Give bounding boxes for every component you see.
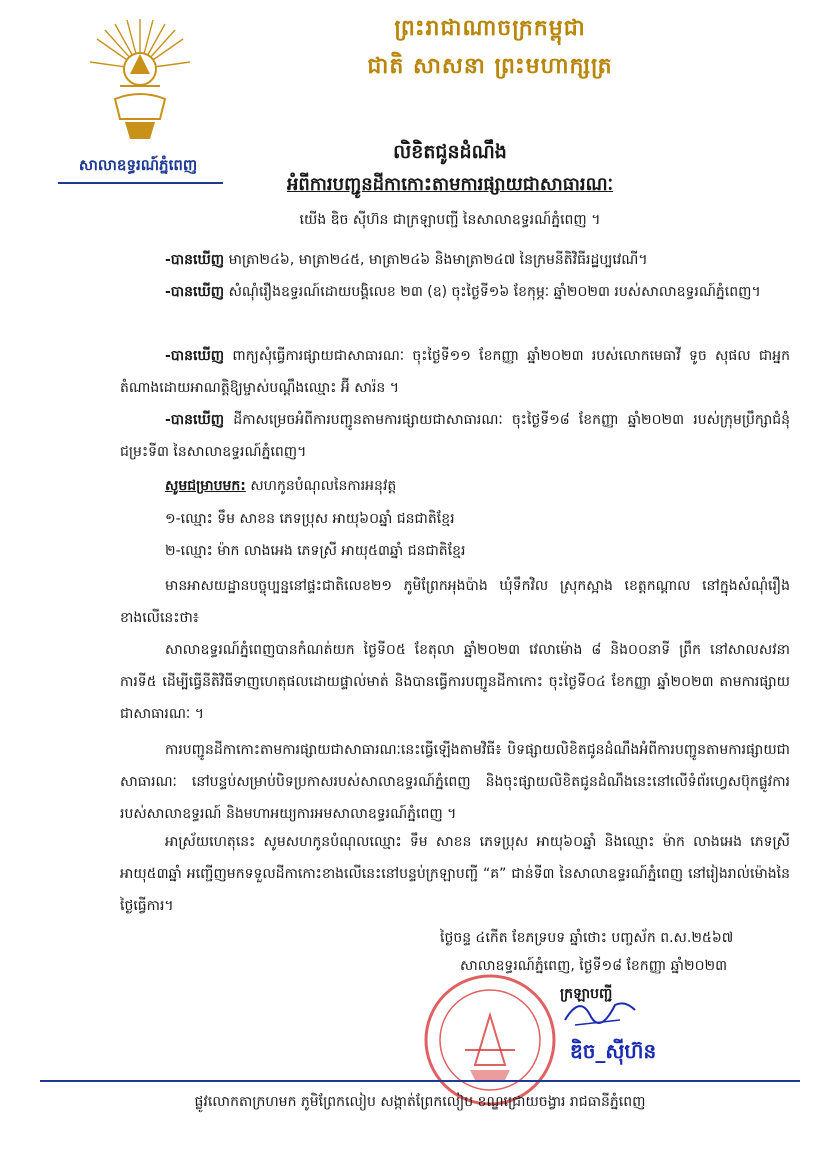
seen-text: មាត្រា២៤៦, មាត្រា២៤៥, មាត្រា២៤៦ និងមាត្រា២៤៧ នៃក្រមនីតិវិធីរដ្ឋប្បវេណី។: [224, 252, 648, 268]
notice-line: [120, 470, 790, 502]
motto-header: ជាតិ សាសនា ព្រះមហាក្សត្រ: [367, 54, 613, 79]
signature-icon: [560, 990, 640, 1030]
seen-item-2: [120, 276, 790, 308]
kingdom-header: ព្រះរាជាណាចក្រកម្ពុជា: [394, 16, 586, 41]
official-seal-icon: [420, 970, 560, 1110]
seen-item-1: [120, 244, 790, 276]
party-2: ២-ឈ្មោះ ម៉ាក លាងអេង ភេទស្រី អាយុ៥៣ឆ្នាំ ជនជាតិខ្មែរ: [165, 543, 466, 559]
document-title: លិខិតជូនដំណឹង: [393, 141, 507, 163]
intro-line: យើង ឌិច ស៊ីហ៊ន ជាក្រឡាបញ្ជី នៃសាលាឧទ្ធរណ៍ភ្នំពេញ ។: [299, 212, 601, 228]
seen-label: -បានឃើញ: [165, 348, 225, 364]
body-paragraph-1: មានអាសយដ្ឋានបច្ចុប្បន្ននៅផ្ទះជាតិលេខ២១ ភូមិព្រែកអុងប៉ាង ឃុំទឹកវិល ស្រុកស្អាង ខេត្តកណ្ដាល នៅក្នុងសំណុំរឿងខាងលើនេះថា៖: [120, 578, 790, 626]
lunar-date: ថ្ងៃចន្ទ ៤កើត ខែភទ្របទ ឆ្នាំថោះ បញ្ចស័ក ព.ស.២៥៦៧: [440, 930, 734, 946]
seen-label: -បានឃើញ: [165, 284, 225, 300]
footer-address: ផ្លូវលោកតាក្រហមក ភូមិព្រែកលៀប សង្កាត់ព្រែកលៀប ខណ្ឌជ្រោយចង្វារ រាជធានីភ្នំពេញ: [194, 1094, 646, 1110]
body-paragraph-4: អាស្រ័យហេតុនេះ សូមសហកូនបំណុលឈ្មោះ ទឹម សាខន ភេទប្រុស អាយុ៦០ឆ្នាំ និងឈ្មោះ ម៉ាក លាងអេង ភេទស្រី អាយុ៥៣ឆ្នាំ អញ្ជើញមកទទួលដីកាកោះខាងលើនេះនៅបន្ទប់ក្រឡាបញ្ជី “គ” ជាន់ទី៣ នៃសាលាឧទ្ធរណ៍ភ្នំពេញ នៅរៀងរាល់ម៉ោងនៃថ្ងៃធ្វើការ។: [120, 834, 790, 914]
court-emblem: [85, 14, 195, 144]
party-1: ១-ឈ្មោះ ទឹម សាខន ភេទប្រុស អាយុ៦០ឆ្នាំ ជនជាតិខ្មែរ: [165, 511, 455, 527]
seen-text: សំណុំរឿងឧទ្ធរណ៍ដោយបង្គិលេខ ២៣ (ឧ) ចុះថ្ងៃទី១៦ ខែកុម្ភៈ ឆ្នាំ២០២៣ របស់សាលាឧទ្ធរណ៍ភ្នំពេញ។: [224, 284, 761, 300]
footer-divider: [40, 1080, 800, 1082]
seen-item-3: [120, 340, 790, 404]
signer-role: ក្រឡាបញ្ជី: [560, 986, 613, 1002]
seen-label: -បានឃើញ: [165, 412, 225, 428]
notice-text: សហកូនបំណុលនៃការអនុវត្ត: [245, 478, 397, 494]
body-paragraph-3: ការបញ្ជូនដីកាកោះតាមការផ្សាយជាសាធារណៈនេះធ្វើឡើងតាមវិធី៖ បិទផ្សាយលិខិតជូនដំណឹងអំពីការបញ្ជូនតាមការផ្សាយជាសាធារណៈ នៅបន្ទប់សម្រាប់បិទប្រកាសរបស់សាលាឧទ្ធរណ៍ភ្នំពេញ និងចុះផ្សាយលិខិតជូនដំណឹងនេះនៅលើទំព័រហ្វេសប៊ុកផ្លូវការរបស់សាលាឧទ្ធរណ៍ និងមហាអយ្យការអមសាលាឧទ្ធរណ៍ភ្នំពេញ ។: [120, 742, 790, 822]
solar-date: សាលាឧទ្ធរណ៍ភ្នំពេញ, ថ្ងៃទី១៨ ខែកញ្ញា ឆ្នាំ២០២៣: [460, 958, 728, 974]
signer-name: ឌិច_ស៊ីហ៊ន: [570, 1039, 657, 1063]
court-name: សាលាឧទ្ធរណ៍ភ្នំពេញ: [78, 156, 198, 174]
notice-label: សូមជម្រាបមក:: [165, 478, 246, 494]
court-name-underline: [58, 182, 223, 184]
seen-label: -បានឃើញ: [165, 252, 225, 268]
seen-item-4: [120, 404, 790, 468]
document-subtitle: អំពីការបញ្ជូនដីកាកោះតាមការផ្សាយជាសាធារណៈ: [286, 174, 614, 195]
body-paragraph-2: សាលាឧទ្ធរណ៍ភ្នំពេញបានកំណត់យក ថ្ងៃទី០៥ ខែតុលា ឆ្នាំ២០២៣ វេលាម៉ោង ៨ និង០០នាទី ព្រឹក នៅសាលសវនាការទី៥ ដើម្បីធ្វើនីតិវិធីទាញហេតុផលដោយផ្ទាល់មាត់ និងបានធ្វើការបញ្ជូនដីកាកោះ ចុះថ្ងៃទី០៤ ខែកញ្ញា ឆ្នាំ២០២៣ តាមការផ្សាយជាសាធារណៈ ។: [120, 642, 790, 722]
seen-text: ដីកាសម្រេចអំពីការបញ្ជូនតាមការផ្សាយជាសាធារណៈ ចុះថ្ងៃទី១៨ ខែកញ្ញា ឆ្នាំ២០២៣ របស់ក្រុមប្រឹក្សាជំនុំជម្រះទី៣ នៃសាលាឧទ្ធរណ៍ភ្នំពេញ។: [120, 412, 790, 460]
seen-text: ពាក្យសុំធ្វើការផ្សាយជាសាធារណៈ ចុះថ្ងៃទី១១ ខែកញ្ញា ឆ្នាំ២០២៣ របស់លោកមេធាវី ទូច សុផល ជាអ្នកតំណាងដោយអាណត្តិឱ្យម្ចាស់បណ្ដឹងឈ្មោះ អ៊ី សារ៉ន ។: [120, 348, 790, 396]
